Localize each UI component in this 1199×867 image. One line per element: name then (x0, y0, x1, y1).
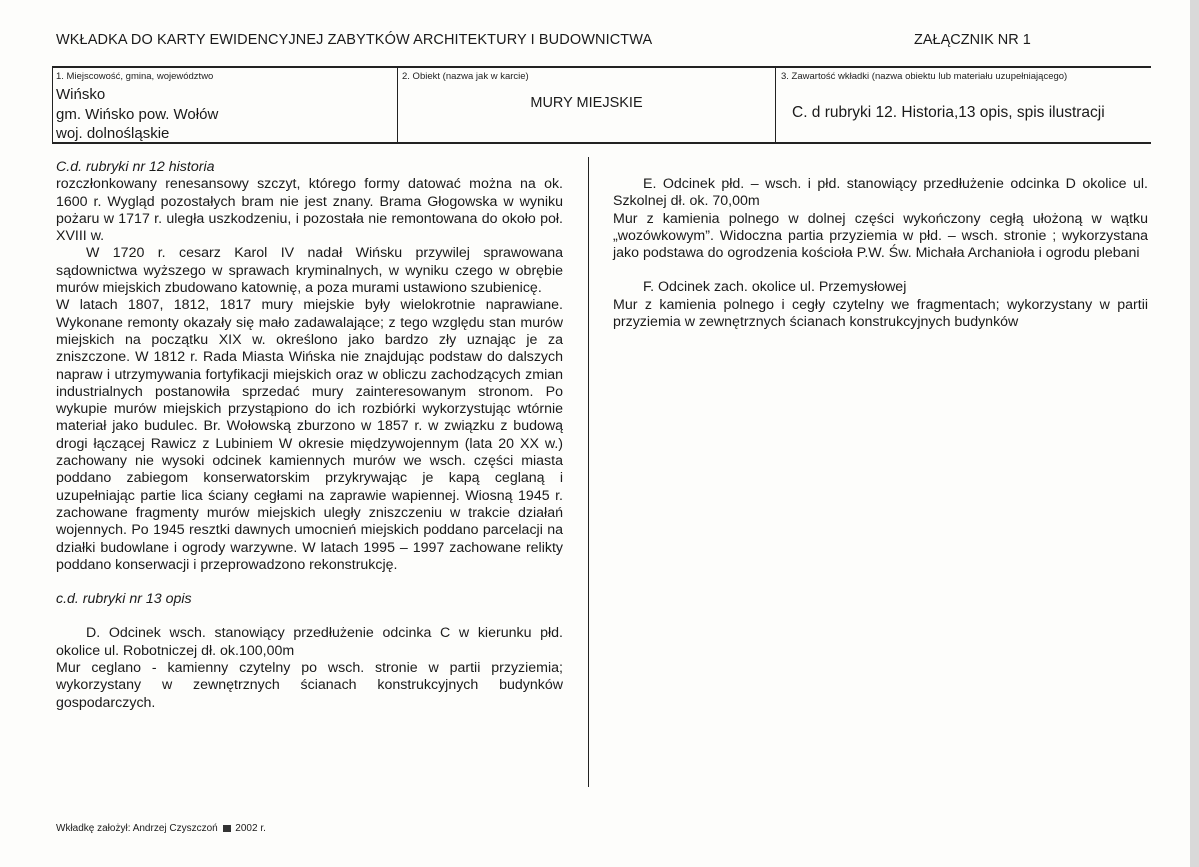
spacer (56, 574, 563, 591)
object-label: 2. Obiekt (nazwa jak w karcie) (402, 71, 529, 82)
footer-author: Wkładkę założył: Andrzej Czyszczoń (56, 823, 218, 834)
location-label: 1. Miejscowość, gmina, województwo (56, 71, 214, 82)
document-title: WKŁADKA DO KARTY EWIDENCYJNEJ ZABYTKÓW ARCHITEKTURY I BUDOWNICTWA (56, 32, 653, 48)
contents-value: C. d rubryki 12. Historia,13 opis, spis ilustracji (792, 104, 1105, 121)
location-voivodeship: woj. dolnośląskie (56, 125, 170, 142)
history-heading: C.d. rubryki nr 12 historia (56, 159, 215, 175)
spacer (56, 608, 563, 625)
section-f-title: F. Odcinek zach. okolice ul. Przemysłowej (643, 279, 907, 296)
table-top-border (52, 66, 1151, 68)
object-name: MURY MIEJSKIE (530, 95, 643, 111)
description-heading: c.d. rubryki nr 13 opis (56, 591, 192, 608)
footer-author-line (56, 823, 266, 834)
scan-edge (1190, 0, 1199, 867)
section-d-text: Mur ceglano - kamienny czytelny po wsch. stronie w partii przyziemia; wykorzystany w zewnętrznych ścianach konstrukcyjnych budynków gospodarczych. (56, 660, 563, 711)
table-bottom-border (52, 142, 1151, 144)
history-paragraph-3: W latach 1807, 1812, 1817 mury miejskie były wielokrotnie naprawiane. Wykonane remonty okazały się mało zadawalające; z tego względu stan murów miejskich na początku XIX w. określono jako bardzo zły uznając je za zniszczone. W 1812 r. Rada Miasta Wińska nie znajdując podstaw do dalszych napraw i utrzymywania fortyfikacji miejskich oraz w obliczu zachodzących zmian industrialnych postanowiła sprzedać mury zainteresowanym stronom. Po wykupie murów miejskich przystąpiono do ich rozbiórki wykorzystując wtórnie materiał jako budulec. Br. Wołowską zburzono w 1857 r. w związku z budową drogi łączącej Rawicz z Lubiniem W okresie międzywojennym (lata 20 XX w.) zachowany nie wysoki odcinek kamiennych murów we wsch. części miasta poddano zabiegom konserwatorskim przykrywając je kapą ceglaną i uzupełniając partie lica ściany cegłami na zaprawie wapiennej. Wiosną 1945 r. zachowane fragmenty murów miejskich uległy zniszczeniu w trakcie działań wojennych. Po 1945 resztki dawnych umocnień miejskich poddano parcelacji na działki budowlane i ogrody warzywne. W latach 1995 – 1997 zachowane relikty poddano konserwacji i przeprowadzono rekonstrukcję. (56, 297, 563, 573)
section-f-text: Mur z kamienia polnego i cegły czytelny we fragmentach; wykorzystany w partii przyziemia w zewnętrznych ścianach konstrukcyjnych budynków (613, 296, 1148, 331)
history-paragraph-2: W 1720 r. cesarz Karol IV nadał Wińsku przywilej sprawowana sądownictwa wyższego w sprawach kryminalnych, w wyniku czego w obrębie murów miejskich zbudowano katownię, a poza murami ustawiono szubienicę. (56, 245, 563, 297)
location-town: Wińsko (56, 86, 106, 103)
location-commune: gm. Wińsko pow. Wołów (56, 106, 219, 123)
history-paragraph-1: rozczłonkowany renesansowy szczyt, którego formy datować można na ok. 1600 r. Wygląd pozostałych bram nie jest znany. Brama Głogowska w wyniku pożaru w 1717 r. uległa uszkodzeniu, i pozostała nie remontowana do około poł. XVIII w. (56, 176, 563, 245)
contents-label: 3. Zawartość wkładki (nazwa obiektu lub materiału uzupełniającego) (781, 71, 1068, 82)
left-column (56, 159, 563, 712)
right-column (613, 176, 1148, 331)
table-left-border (52, 66, 53, 144)
attachment-number: ZAŁĄCZNIK NR 1 (914, 32, 1031, 48)
footer-date: 2002 r. (235, 823, 266, 834)
table-divider-2 (775, 66, 776, 144)
stamp-mark (223, 825, 231, 832)
spacer (613, 262, 1148, 279)
section-d-title: D. Odcinek wsch. stanowiący przedłużenie odcinka C w kierunku płd. okolice ul. Robotniczej dł. ok.100,00m (56, 625, 563, 659)
column-divider (588, 157, 589, 787)
section-e-title: E. Odcinek płd. – wsch. i płd. stanowiący przedłużenie odcinka D okolice ul. Szkolnej dł. ok. 70,00m (613, 176, 1148, 210)
section-e-text: Mur z kamienia polnego w dolnej części wykończony cegłą ułożoną w wątku „wozówkowym”. Widoczna partia przyziemia w płd. – wsch. stronie ; wykorzystana jako podstawa do ogrodzenia kościoła P.W. Św. Michała Archanioła i ogrodu plebani (613, 210, 1148, 262)
